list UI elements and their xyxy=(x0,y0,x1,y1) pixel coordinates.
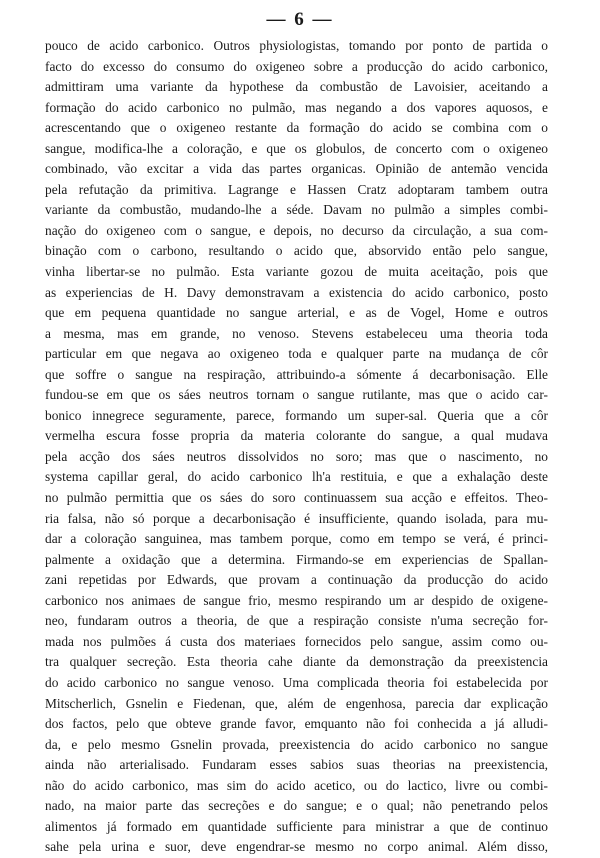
text-line: mada nos pulmões á custa dos materiaes fornecidos pelo sangue, assim como ou- xyxy=(45,633,548,649)
text-line: ria falsa, não só porque a decarbonisação é insufficiente, quando isolada, para mu- xyxy=(45,510,548,526)
text-line: alimentos já formado em quantidade sufficiente para ministrar a que de continuo xyxy=(45,818,548,834)
text-line: dos factos, pelo que obteve grande favor, emquanto não foi conhecida a já alludi- xyxy=(45,716,548,732)
text-line: as experiencias de H. Davy demonstravam a existencia do acido carbonico, posto xyxy=(45,284,548,300)
text-line: que soffre o sangue na respiração, attribuindo-a sómente á decarbonisação. Elle xyxy=(45,366,548,382)
page-number: — 6 — xyxy=(266,9,334,30)
text-line: dar a coloração sanguinea, mas tambem porque, como em tempo se verá, é princi- xyxy=(45,531,548,547)
text-line: vermelha escura fosse propria da materia colorante do sangue, a qual mudava xyxy=(45,428,548,444)
text-line: pouco de acido carbonico. Outros physiologistas, tomando por ponto de partida o xyxy=(45,38,548,53)
text-line: combinado, vão excitar a vida das partes organicas. Opinião de antemão vencida xyxy=(45,161,548,177)
text-line: acrescentando que o oxigeneo restante da formação do acido se combina com o xyxy=(45,120,548,136)
text-line: facto do excesso do consumo do oxigeneo sobre a producção do acido carbonico, xyxy=(45,58,548,74)
text-line: pela refutação da primitiva. Lagrange e Hassen Cratz adoptaram tambem outra xyxy=(45,181,548,197)
text-line: tra qualquer secreção. Esta theoria cahe diante da demonstração da preexistencia xyxy=(45,654,548,670)
text-line: systema capillar geral, do acido carbonico lh'a restituia, e que a exhalação deste xyxy=(45,469,548,485)
text-line: formação do acido carbonico no pulmão, mas negando a dos vapores aquosos, e xyxy=(45,99,548,115)
text-line: binação com o carbono, resultando o acido que, absorvido então pelo sangue, xyxy=(45,243,548,259)
body-text xyxy=(45,36,548,858)
text-line: bonico innegrece seguramente, parece, formando um super-sal. Queria que a côr xyxy=(45,407,548,423)
text-line: zani repetidas por Edwards, que provam a continuação da producção do acido xyxy=(45,572,548,588)
text-line: nação do oxigeneo com o sangue, e depois, no decurso da circulação, a sua com- xyxy=(45,222,548,238)
text-line: variante da combustão, mudando-lhe a séde. Davam no pulmão a simples combi- xyxy=(45,202,548,218)
text-line: a mesma, mas em grande, no venoso. Stevens estabeleceu uma theoria toda xyxy=(45,325,548,341)
text-line: nado, na maior parte das secreções e do sangue; e o qual; não penetrando pelos xyxy=(45,798,548,814)
text-line: da, e pelo mesmo Gsnelin provada, preexistencia do acido carbonico no sangue xyxy=(45,736,548,752)
text-line: no pulmão permittia que os sáes do soro continuassem sua acção e effeitos. Theo- xyxy=(45,490,548,506)
text-line: fundou-se em que os sáes neutros tornam o sangue rutilante, mas que o acido car- xyxy=(45,387,548,403)
text-line: sahe pela urina e suor, deve engendrar-se mesmo no corpo animal. Além disso, xyxy=(45,839,548,855)
text-line: Mitscherlich, Gsnelin e Fiedenan, que, além de engenhosa, parecia dar explicação xyxy=(45,695,548,711)
text-line: sangue, modifica-lhe a coloração, e que os globulos, de concerto com o oxigeneo xyxy=(45,140,548,156)
text-line: que em pequena quantidade no sangue arterial, e as de Vogel, Home e outros xyxy=(45,305,548,321)
text-line: particular em que negava ao oxigeneo toda e qualquer parte na mudança de côr xyxy=(45,346,548,362)
text-line: palmente a oxidação que a determina. Firmando-se em experiencias de Spallan- xyxy=(45,551,548,567)
text-line: pela acção dos sáes neutros dissolvidos no soro; mas que o nascimento, no xyxy=(45,448,548,464)
text-line: admittiram uma variante da hypothese da combustão de Lavoisier, aceitando a xyxy=(45,79,548,95)
text-line: carbonico nos animaes de sangue frio, mesmo respirando um ar despido de oxigene- xyxy=(45,592,548,608)
text-line: ainda não arterialisado. Fundaram esses sabios suas theorias na preexistencia, xyxy=(45,757,548,773)
text-line: vinha libertar-se no pulmão. Esta variante gozou de muita aceitação, pois que xyxy=(45,264,548,280)
text-line: do acido carbonico no sangue venoso. Uma complicada theoria foi estabelecida por xyxy=(45,674,548,690)
text-line: neo, fundaram outros a theoria, de que a respiração consiste n'uma secreção for- xyxy=(45,613,548,629)
text-line: não do acido carbonico, mas sim do acido acetico, ou do lactico, livre ou combi- xyxy=(45,777,548,793)
